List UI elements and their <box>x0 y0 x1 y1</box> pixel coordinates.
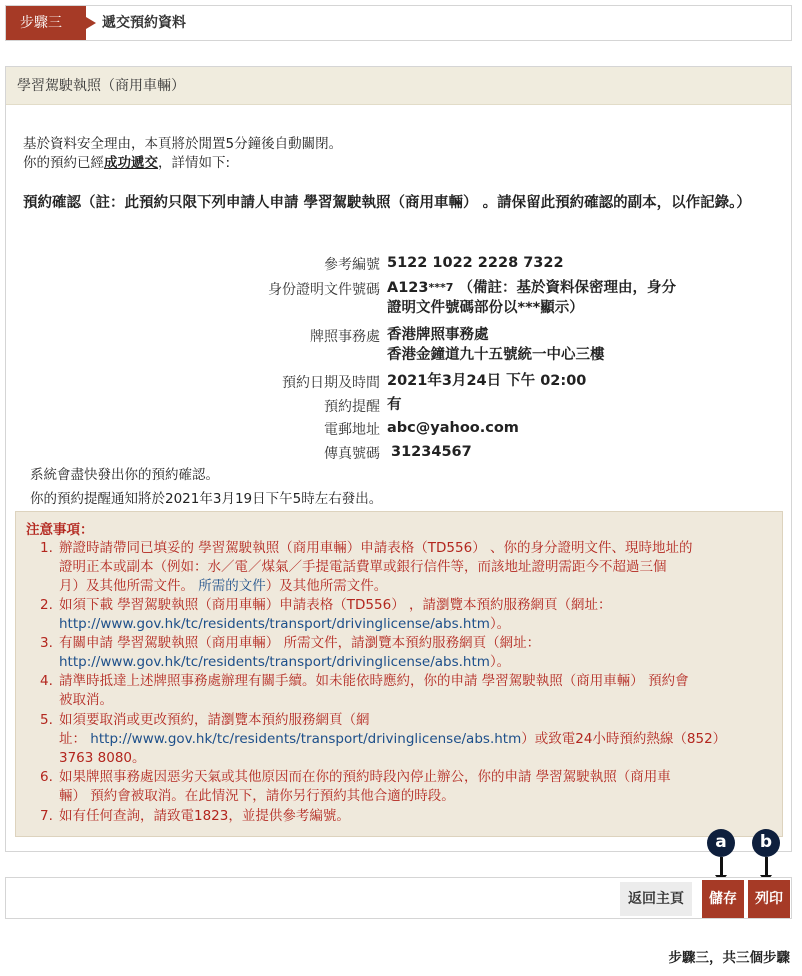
id-note: （備註：基於資料保密理由，身分 <box>458 280 676 296</box>
note-number: 2. <box>40 597 53 613</box>
office-address: 香港金鐘道九十五號統一中心三樓 <box>387 347 605 363</box>
step-tag: 步驟三 <box>6 6 86 40</box>
note-line: 址： <box>59 731 91 747</box>
intro-status-pre: 你的預約已經 <box>23 155 104 171</box>
note-line: 月）及其他所需文件。 <box>59 578 199 594</box>
confirmation-panel <box>5 66 792 852</box>
reminder-value: 有 <box>387 397 402 413</box>
note-line: 證明正本或副本（例如：水／電／煤氣／手提電話費單或銀行信件等，而該地址證明需距今不超過三個 <box>59 559 667 575</box>
fax-value: 31234567 <box>391 444 472 460</box>
note-line: ）。 <box>489 616 511 632</box>
note-text <box>59 539 777 596</box>
note-number: 5. <box>40 712 53 728</box>
home-button[interactable]: 返回主頁 <box>620 882 692 916</box>
id-main: A123 <box>387 280 429 296</box>
confirmation-sent-notice: 系統會盡快發出你的預約確認。 <box>30 467 219 483</box>
reminder-sent-notice: 你的預約提醒通知將於2021年3月19日下午5時左右發出。 <box>30 491 383 507</box>
datetime-value: 2021年3月24日 下午 02:00 <box>387 373 587 389</box>
save-button[interactable]: 儲存 <box>702 880 744 918</box>
intro-status-ok: 成功遞交 <box>104 155 158 171</box>
office-label: 牌照事務處 <box>310 329 380 345</box>
id-value <box>387 278 747 318</box>
office-value <box>387 325 605 365</box>
note-text <box>59 634 777 672</box>
note-line: 輛） 預約會被取消。在此情況下，請你另行預約其他合適的時段。 <box>59 788 455 804</box>
note-text: 如有任何查詢，請致電1823，並提供參考編號。 <box>59 808 350 824</box>
callout-b-icon: b <box>752 829 780 857</box>
office-name: 香港牌照事務處 <box>387 327 489 343</box>
note-line: ）或致電24小時預約熱線（852） <box>521 731 727 747</box>
reference-value: 5122 1022 2228 7322 <box>387 255 564 271</box>
note-line: ）及其他所需文件。 <box>265 578 388 594</box>
note-line: 被取消。 <box>59 692 113 708</box>
callout-a-icon: a <box>707 829 735 857</box>
intro-status-post: ，詳情如下: <box>158 155 231 171</box>
note-line: 如須下載 學習駕駛執照（商用車輛）申請表格（TD556） ，請瀏覽本預約服務網頁（網址： <box>59 597 612 613</box>
reminder-label: 預約提醒 <box>324 399 380 415</box>
notes-box <box>15 511 783 837</box>
id-note-2: 證明文件號碼部份以***顯示） <box>387 300 584 316</box>
callout-a-arrow <box>720 857 723 877</box>
note-line: 辦證時請帶同已填妥的 學習駕駛執照（商用車輛）申請表格（TD556） 、你的身分證明文件、現時地址的 <box>59 540 693 556</box>
note-number: 6. <box>40 769 53 785</box>
note-number: 4. <box>40 673 53 689</box>
notes-title: 注意事項： <box>26 522 94 538</box>
note-number: 3. <box>40 635 53 651</box>
print-button[interactable]: 列印 <box>748 880 790 918</box>
step-header <box>5 5 792 41</box>
note-text <box>59 711 777 768</box>
step-progress: 步驟三，共三個步驟 <box>668 950 790 966</box>
note-line: 如果牌照事務處因惡劣天氣或其他原因而在你的預約時段內停止辦公，你的申請 學習駕駛執照（商用車 <box>59 769 671 785</box>
service-url-link[interactable]: http://www.gov.hk/tc/residents/transport/drivinglicense/abs.htm <box>59 654 490 670</box>
callout-b-arrow <box>765 857 768 877</box>
confirmation-heading: 預約確認（註：此預約只限下列申請人申請 學習駕駛執照（商用車輛） 。請保留此預約確認的副本，以作記錄。） <box>23 195 751 211</box>
step-title: 遞交預約資料 <box>102 15 186 31</box>
note-line: 有關申請 學習駕駛執照（商用車輛） 所需文件，請瀏覽本預約服務網頁（網址： <box>59 635 541 651</box>
note-text <box>59 768 777 806</box>
id-mask: ***7 <box>428 281 454 294</box>
id-label: 身份證明文件號碼 <box>268 282 380 298</box>
note-line: 請準時抵達上述牌照事務處辦理有關手續。如未能依時應約，你的申請 學習駕駛執照（商用車輛） 預約會 <box>59 673 689 689</box>
fax-label: 傳真號碼 <box>324 446 380 462</box>
note-text <box>59 672 777 710</box>
intro-status <box>23 154 342 173</box>
reference-label: 參考編號 <box>324 257 380 273</box>
service-url-link[interactable]: http://www.gov.hk/tc/residents/transport/drivinglicense/abs.htm <box>59 616 490 632</box>
intro-text <box>23 135 342 173</box>
note-line: ）。 <box>489 654 511 670</box>
intro-security-notice: 基於資料安全理由，本頁將於閒置5分鐘後自動關閉。 <box>23 136 343 152</box>
note-number: 1. <box>40 540 53 556</box>
panel-title: 學習駕駛執照（商用車輛） <box>6 67 791 105</box>
action-bar <box>5 877 792 919</box>
note-line: 3763 8080。 <box>59 750 146 766</box>
note-number: 7. <box>40 808 53 824</box>
email-label: 電郵地址 <box>324 422 380 438</box>
email-value: abc@yahoo.com <box>387 420 519 436</box>
required-documents-link[interactable]: 所需的文件 <box>198 578 266 594</box>
note-text <box>59 596 777 634</box>
note-line: 如須要取消或更改預約，請瀏覽本預約服務網頁（網 <box>59 712 370 728</box>
service-url-link[interactable]: http://www.gov.hk/tc/residents/transport/drivinglicense/abs.htm <box>90 731 522 747</box>
datetime-label: 預約日期及時間 <box>282 375 380 391</box>
